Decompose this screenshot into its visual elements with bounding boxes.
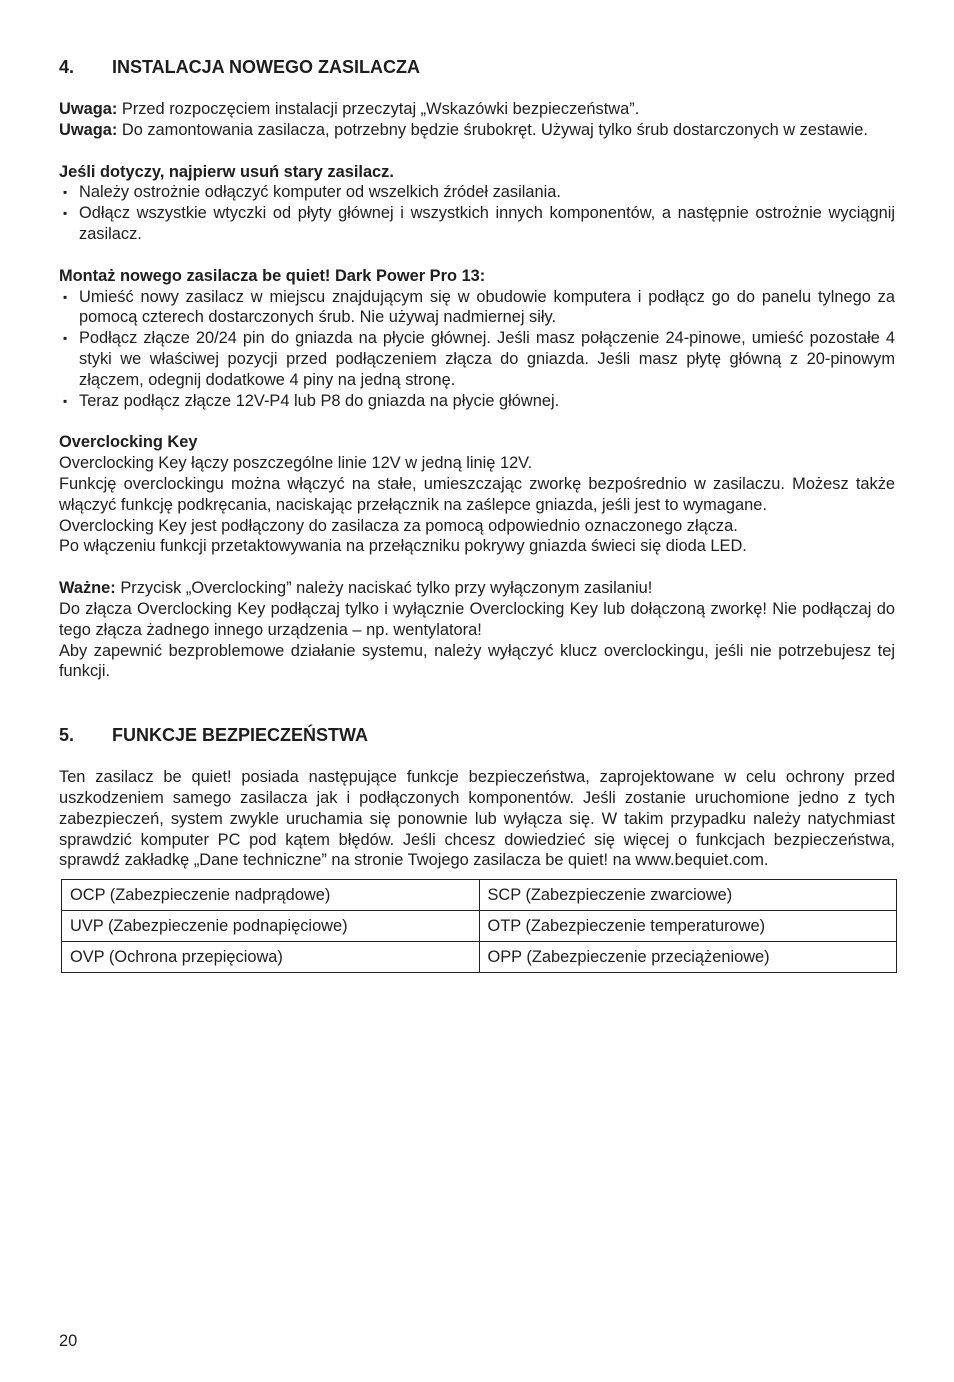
list-item: ▪ Podłącz złącze 20/24 pin do gniazda na płycie głównej. Jeśli masz połączenie 24-pinowe, umieść pozostałe 4 styki we właściwej pozycji przed podłączeniem złącza do gniazda. Jeśli masz płytę główną z 20-pinowym złączem, odegnij dodatkowe 4 piny na jedną stronę. bbox=[59, 328, 895, 390]
important-line: Do złącza Overclocking Key podłączaj tylko i wyłącznie Overclocking Key lub dołączoną zworkę! Nie podłączaj do tego złącza żadnego innego urządzenia – np. wentylatora! bbox=[59, 599, 895, 639]
table-cell: OPP (Zabezpieczenie przeciążeniowe) bbox=[479, 942, 897, 973]
table-cell: OCP (Zabezpieczenie nadprądowe) bbox=[62, 880, 480, 911]
manual-page bbox=[59, 56, 895, 973]
overclocking-line: Funkcję overclockingu można włączyć na stałe, umieszczając zworkę bezpośrednio w zasilaczu. Możesz także włączyć funkcję podkręcania, naciskając przełącznik na zaślepce gniazda, jeśli jest to wymagane. bbox=[59, 474, 895, 514]
remove-old-list bbox=[59, 182, 895, 244]
important-label: Ważne: bbox=[59, 579, 116, 598]
table-cell: UVP (Zabezpieczenie podnapięciowe) bbox=[62, 911, 480, 942]
table-row bbox=[62, 880, 897, 911]
overclocking-line: Po włączeniu funkcji przetaktowywania na przełączniku pokrywy gniazda świeci się dioda LED. bbox=[59, 537, 747, 556]
section-4-title: INSTALACJA NOWEGO ZASILACZA bbox=[112, 57, 420, 77]
list-item: ▪ Odłącz wszystkie wtyczki od płyty głównej i wszystkich innych komponentów, a następnie ostrożnie wyciągnij zasilacz. bbox=[59, 203, 895, 245]
note-2-label: Uwaga: bbox=[59, 120, 118, 139]
section-5-heading bbox=[59, 724, 895, 746]
table-cell: OTP (Zabezpieczenie temperaturowe) bbox=[479, 911, 897, 942]
important-line: Aby zapewnić bezproblemowe działanie systemu, należy wyłączyć klucz overclockingu, jeśli nie potrzebujesz tej funkcji. bbox=[59, 641, 895, 681]
note-1-text: Przed rozpoczęciem instalacji przeczytaj „Wskazówki bezpieczeństwa”. bbox=[117, 100, 640, 118]
note-1 bbox=[59, 99, 895, 120]
list-item: ▪ Teraz podłącz złącze 12V-P4 lub P8 do gniazda na płycie głównej. bbox=[59, 391, 895, 412]
safety-features-table bbox=[61, 879, 897, 973]
page-number: 20 bbox=[59, 1332, 78, 1350]
section-5-number: 5. bbox=[59, 725, 75, 746]
list-item: ▪ Należy ostrożnie odłączyć komputer od wszelkich źródeł zasilania. bbox=[59, 182, 895, 203]
table-cell: OVP (Ochrona przepięciowa) bbox=[62, 942, 480, 973]
section-5-intro: Ten zasilacz be quiet! posiada następujące funkcje bezpieczeństwa, zaprojektowane w celu ochrony przed uszkodzeniem samego zasilacza jak i podłączonych komponentów. Jeśli zostanie uruchomione jedno z tych zabezpieczeń, system zwykle uruchamia się ponownie lub wyłącza się. W takim przypadku należy natychmiast sprawdzić komputer PC pod kątem błędów. Jeśli chcesz dowiedzieć się więcej o funkcjach bezpieczeństwa, sprawdź zakładkę „Dane techniczne” na stronie Twojego zasilacza be quiet! na www.bequiet.com. bbox=[59, 768, 895, 870]
list-item: ▪ Umieść nowy zasilacz w miejscu znajdującym się w obudowie komputera i podłącz go do panelu tylnego za pomocą czterech dostarczonych śrub. Nie używaj nadmiernej siły. bbox=[59, 287, 895, 329]
table-row bbox=[62, 911, 897, 942]
important-text: Przycisk „Overclocking” należy naciskać tylko przy wyłączonym zasilaniu! bbox=[115, 579, 653, 598]
overclocking-heading: Overclocking Key bbox=[59, 433, 198, 452]
remove-old-heading: Jeśli dotyczy, najpierw usuń stary zasilacz. bbox=[59, 162, 394, 181]
note-2-text: Do zamontowania zasilacza, potrzebny będzie śrubokręt. Używaj tylko śrub dostarczonych w zestawie. bbox=[117, 120, 868, 139]
note-1-label: Uwaga: bbox=[59, 100, 118, 118]
note-2 bbox=[59, 120, 895, 141]
install-new-heading: Montaż nowego zasilacza be quiet! Dark Power Pro 13: bbox=[59, 266, 486, 285]
overclocking-line: Overclocking Key łączy poszczególne linie 12V w jedną linię 12V. bbox=[59, 454, 533, 473]
section-4-number: 4. bbox=[59, 57, 75, 77]
section-4-heading bbox=[59, 56, 895, 78]
section-5-title: FUNKCJE BEZPIECZEŃSTWA bbox=[112, 725, 369, 746]
overclocking-line: Overclocking Key jest podłączony do zasilacza za pomocą odpowiednio oznaczonego złącza. bbox=[59, 516, 738, 535]
important-note bbox=[59, 578, 895, 599]
install-new-list bbox=[59, 287, 895, 412]
table-cell: SCP (Zabezpieczenie zwarciowe) bbox=[479, 880, 897, 911]
table-row bbox=[62, 942, 897, 973]
